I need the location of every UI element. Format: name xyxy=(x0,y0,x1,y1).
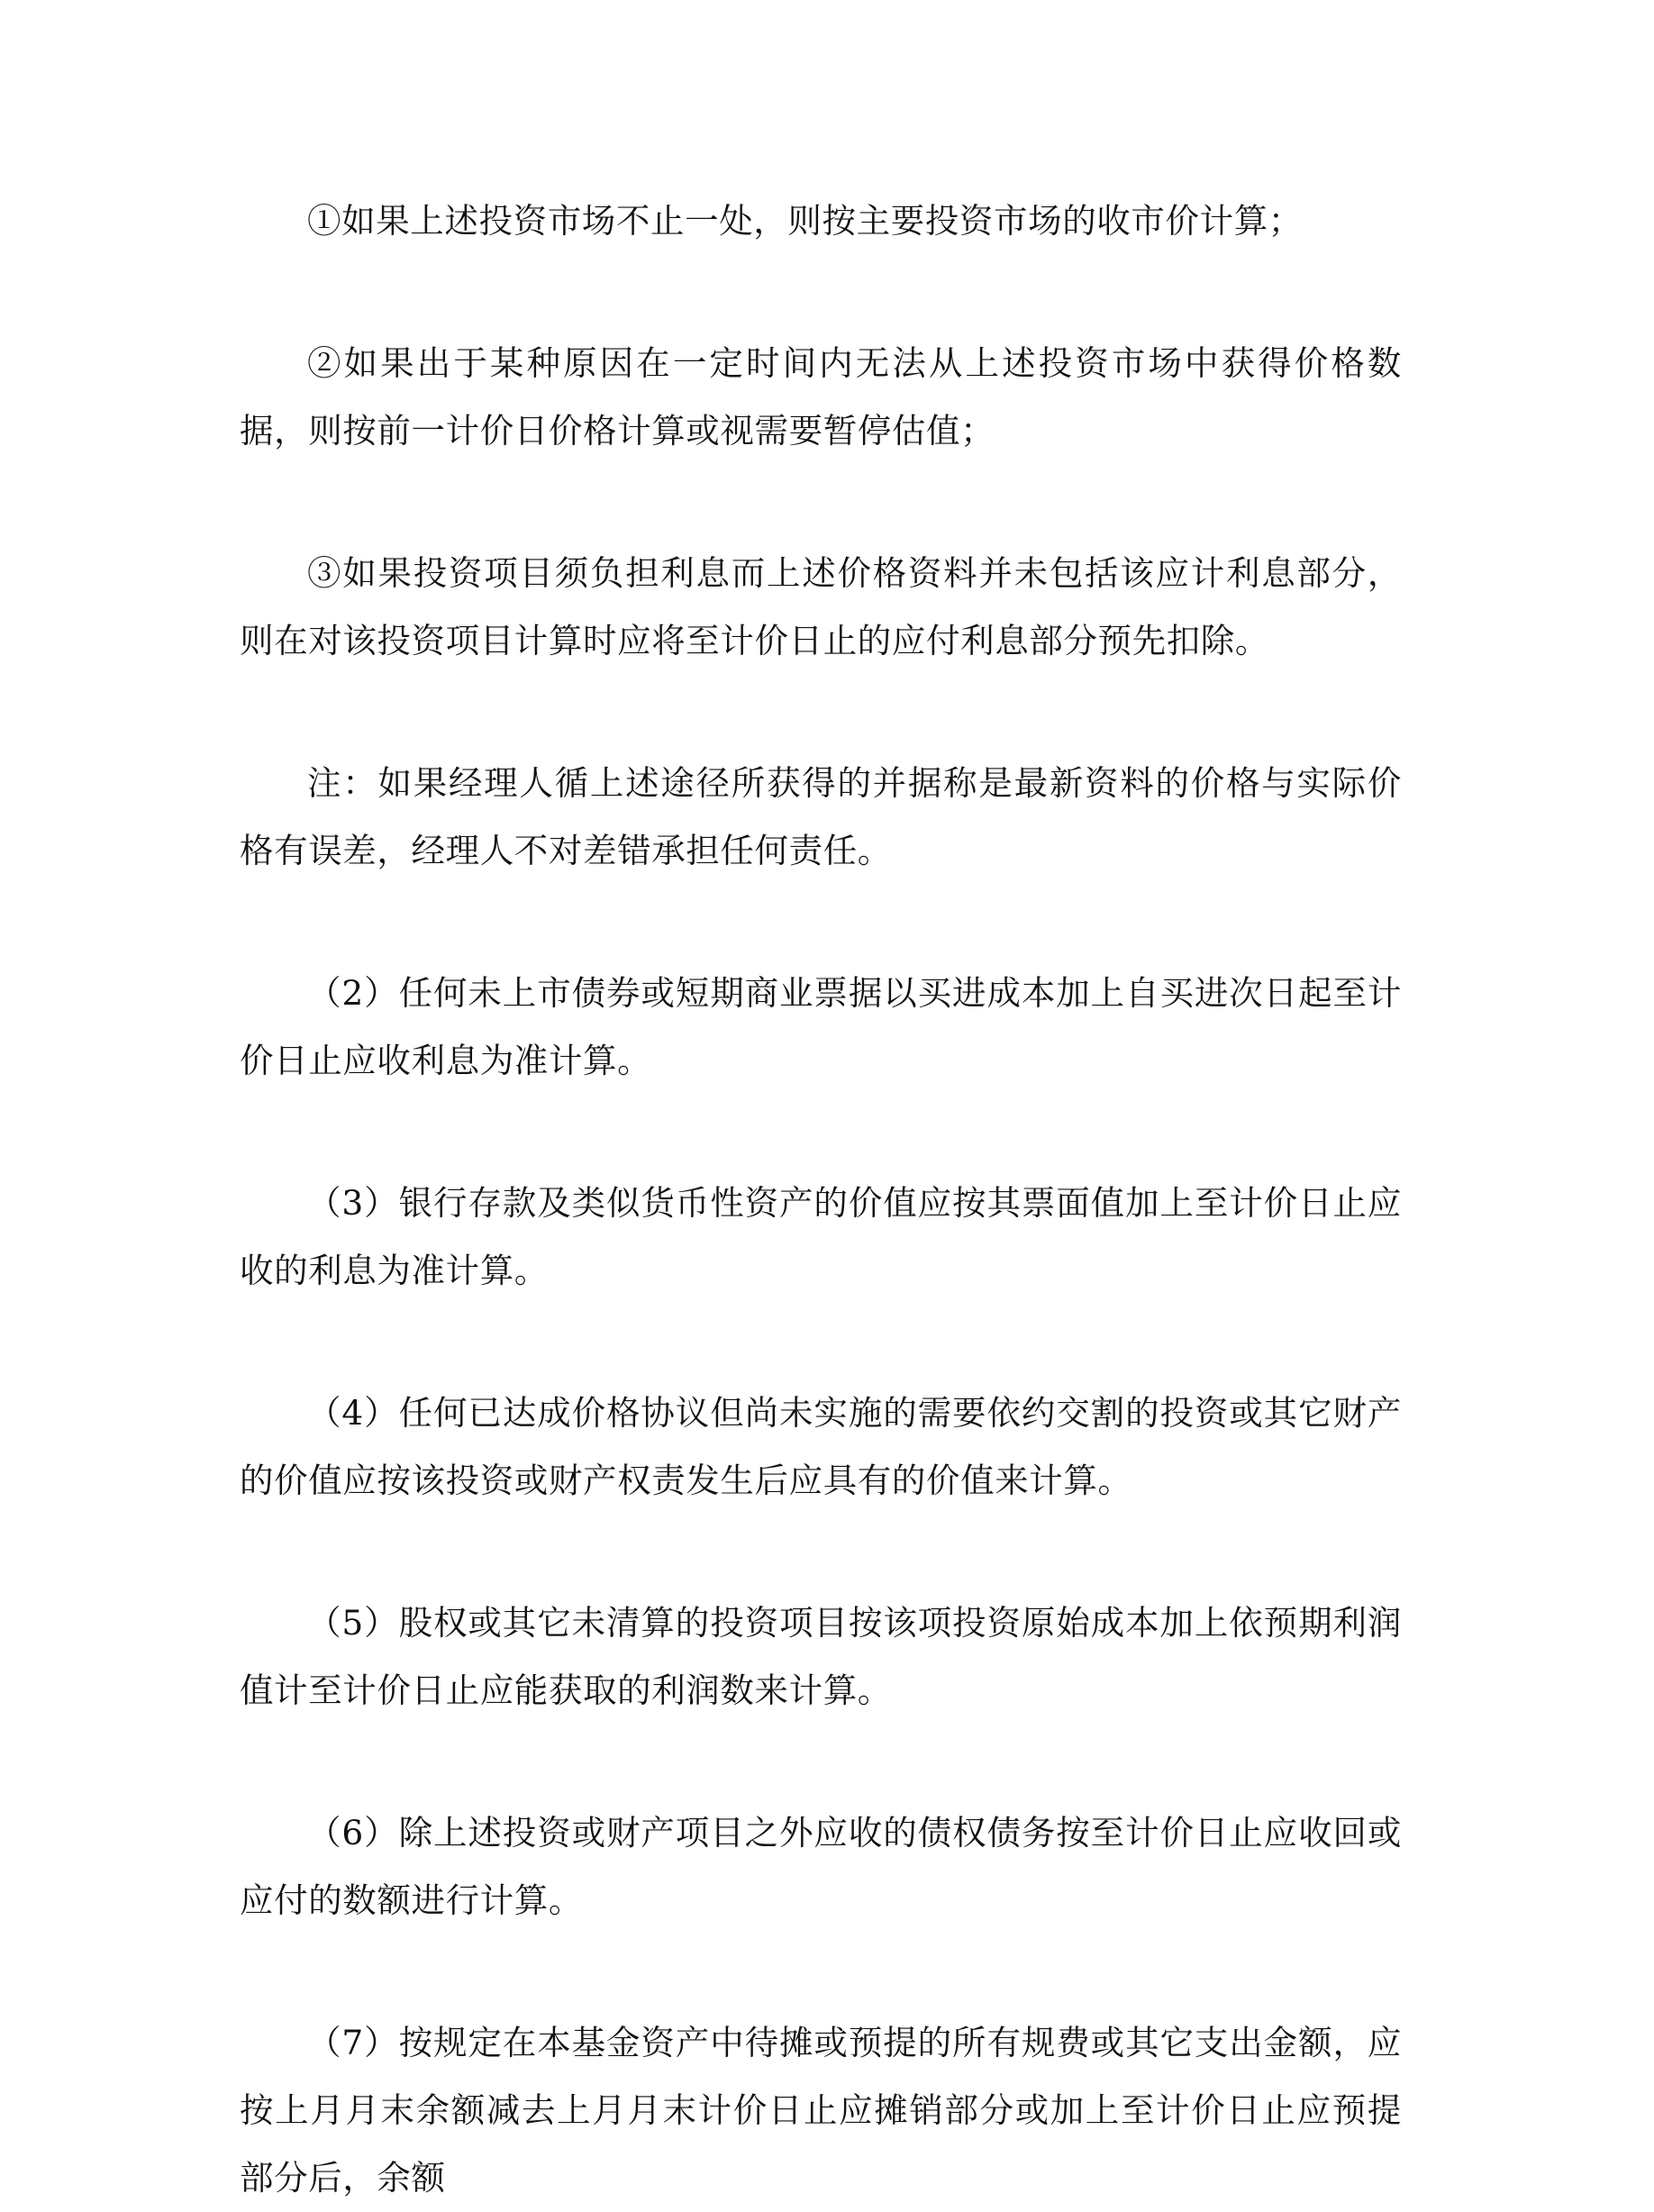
document-body xyxy=(240,187,1402,2212)
paragraph-item-2: （2）任何未上市债券或短期商业票据以买进成本加上自买进次日起至计价日止应收利息为准计算。 xyxy=(240,973,1402,1080)
paragraph-2: ②如果出于某种原因在一定时间内无法从上述投资市场中获得价格数据，则按前一计价日价格计算或视需要暂停估值； xyxy=(240,343,1402,451)
paragraph-item-6: （6）除上述投资或财产项目之外应收的债权债务按至计价日止应收回或应付的数额进行计算。 xyxy=(240,1813,1402,1920)
paragraph-note: 注：如果经理人循上述途径所获得的并据称是最新资料的价格与实际价格有误差，经理人不对差错承担任何责任。 xyxy=(240,763,1402,870)
paragraph-item-7: （7）按规定在本基金资产中待摊或预提的所有规费或其它支出金额，应按上月月末余额减去上月月末计价日止应摊销部分或加上至计价日止应预提部分后，余额 xyxy=(240,2023,1402,2198)
paragraph-item-3: （3）银行存款及类似货币性资产的价值应按其票面值加上至计价日止应收的利息为准计算。 xyxy=(240,1183,1402,1290)
paragraph-item-4: （4）任何已达成价格协议但尚未实施的需要依约交割的投资或其它财产的价值应按该投资或财产权责发生后应具有的价值来计算。 xyxy=(240,1393,1402,1500)
paragraph-1: ①如果上述投资市场不止一处，则按主要投资市场的收市价计算； xyxy=(307,201,1303,241)
paragraph-item-5: （5）股权或其它未清算的投资项目按该项投资原始成本加上依预期利润值计至计价日止应能获取的利润数来计算。 xyxy=(240,1603,1402,1710)
paragraph-3: ③如果投资项目须负担利息而上述价格资料并未包括该应计利息部分，则在对该投资项目计算时应将至计价日止的应付利息部分预先扣除。 xyxy=(240,553,1402,660)
